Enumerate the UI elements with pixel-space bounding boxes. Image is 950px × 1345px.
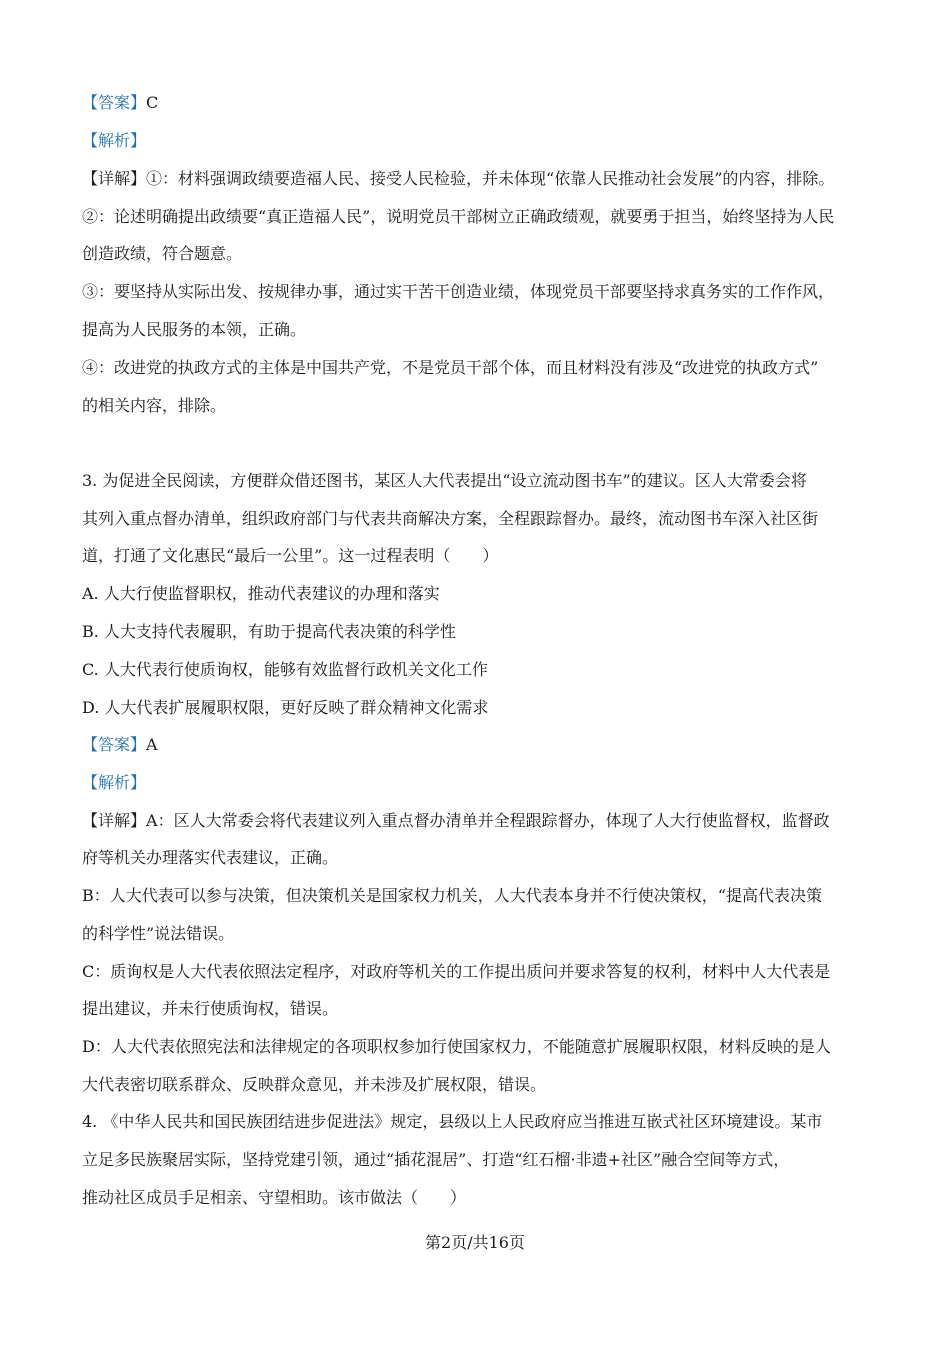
detail-text: ①：材料强调政绩要造福人民、接受人民检验，并未体现“依靠人民推动社会发展”的内容，排除。 bbox=[146, 169, 835, 188]
detail-tag: 【详解】 bbox=[82, 169, 147, 188]
q3-detail-line: 大代表密切联系群众、反映群众意见，并未涉及扩展权限，错误。 bbox=[82, 1075, 547, 1094]
q3-option-c: C. 人大代表行使质询权，能够有效监督行政机关文化工作 bbox=[82, 660, 488, 679]
q2-detail-line bbox=[82, 168, 872, 190]
q3-stem-line: 道，打通了文化惠民“最后一公里”。这一过程表明（ ） bbox=[82, 546, 499, 565]
q2-detail-line: 的相关内容，排除。 bbox=[82, 396, 227, 415]
detail-tag: 【详解】 bbox=[82, 811, 147, 830]
q3-detail-line: 的科学性”说法错误。 bbox=[82, 924, 235, 943]
q3-analysis-heading bbox=[82, 772, 872, 794]
answer-tag: 【答案】 bbox=[82, 93, 147, 112]
q2-analysis-heading bbox=[82, 130, 872, 152]
q3-detail-line: D：人大代表依照宪法和法律规定的各项职权参加行使国家权力，不能随意扩展履职权限，材料反映的是人 bbox=[82, 1037, 831, 1056]
detail-text: A：区人大常委会将代表建议列入重点督办清单并全程跟踪督办，体现了人大行使监督权，监督政 bbox=[146, 811, 830, 830]
q4-stem-line: 推动社区成员手足相亲、守望相助。该市做法（ ） bbox=[82, 1188, 467, 1207]
q2-detail-line: ②：论述明确提出政绩要“真正造福人民”，说明党员干部树立正确政绩观，就要勇于担当，始终坚持为人民 bbox=[82, 207, 835, 226]
q2-detail-line: 提高为人民服务的本领，正确。 bbox=[82, 320, 307, 339]
analysis-tag: 【解析】 bbox=[82, 773, 147, 792]
q2-detail-line: ④：改进党的执政方式的主体是中国共产党，不是党员干部个体，而且材料没有涉及“改进党的执政方式” bbox=[82, 358, 819, 377]
q2-detail-line: 创造政绩，符合题意。 bbox=[82, 244, 243, 263]
q3-option-b: B. 人大支持代表履职，有助于提高代表决策的科学性 bbox=[82, 622, 456, 641]
q2-answer bbox=[82, 92, 872, 114]
analysis-tag: 【解析】 bbox=[82, 131, 147, 150]
q3-detail-line bbox=[82, 810, 872, 832]
q2-detail-line: ③：要坚持从实际出发、按规律办事，通过实干苦干创造业绩，体现党员干部要坚持求真务实的工作作风， bbox=[82, 282, 835, 301]
q3-answer bbox=[82, 734, 872, 756]
q4-stem-line: 4. 《中华人民共和国民族团结进步促进法》规定，县级以上人民政府应当推进互嵌式社区环境建设。某市 bbox=[82, 1112, 823, 1131]
page-number: 第2页/共16页 bbox=[425, 1233, 525, 1252]
q4-stem-line: 立足多民族聚居实际，坚持党建引领，通过“插花混居”、打造“红石榴·非遗+社区”融合空间等方式， bbox=[82, 1150, 790, 1169]
answer-value: A bbox=[146, 735, 158, 754]
q3-option-d: D. 人大代表扩展履职权限，更好反映了群众精神文化需求 bbox=[82, 698, 489, 717]
q3-detail-line: 提出建议，并未行使质询权，错误。 bbox=[82, 999, 339, 1018]
q3-stem-line: 其列入重点督办清单，组织政府部门与代表共商解决方案，全程跟踪督办。最终，流动图书车深入社区街 bbox=[82, 509, 819, 528]
q3-detail-line: 府等机关办理落实代表建议，正确。 bbox=[82, 848, 339, 867]
q3-stem-line: 3. 为促进全民阅读，方便群众借还图书，某区人大代表提出“设立流动图书车”的建议。区人大常委会将 bbox=[82, 471, 807, 490]
q3-option-a: A. 人大行使监督职权，推动代表建议的办理和落实 bbox=[82, 584, 440, 603]
answer-value: C bbox=[146, 93, 159, 112]
answer-tag: 【答案】 bbox=[82, 735, 147, 754]
q3-detail-line: B：人大代表可以参与决策，但决策机关是国家权力机关，人大代表本身并不行使决策权，“提高代表决策 bbox=[82, 886, 822, 905]
q3-detail-line: C：质询权是人大代表依照法定程序，对政府等机关的工作提出质问并要求答复的权利，材料中人大代表是 bbox=[82, 962, 831, 981]
